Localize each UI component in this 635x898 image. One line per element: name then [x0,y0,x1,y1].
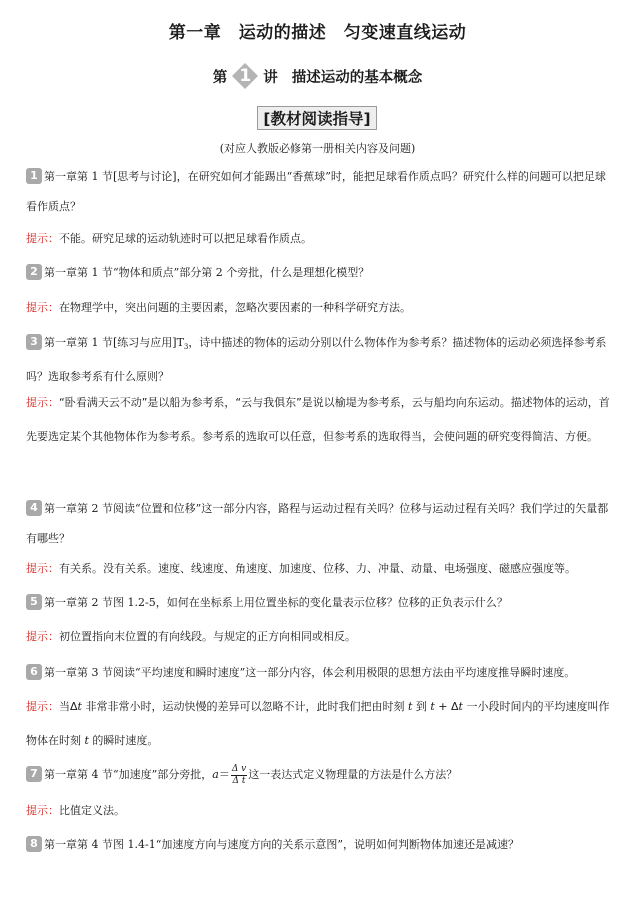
hint-text-a: 当Δ [59,700,78,713]
hint-text: 在物理学中，突出问题的主要因素，忽略次要因素的一种科学研究方法。 [59,301,411,314]
fraction [231,764,247,787]
hint-6 [26,690,610,758]
equals-sign: ＝ [218,768,230,781]
question-3 [26,328,610,392]
hint-text-d: + Δ [434,700,459,713]
question-text: 第一章第 1 节“物体和质点”部分第 2 个旁批，什么是理想化模型？ [44,266,370,279]
hint-label: 提示： [26,301,59,314]
subscript: 3 [183,343,189,352]
hint-5 [26,620,610,654]
lesson-number-badge [231,62,259,90]
question-6 [26,658,610,688]
question-number-badge: 2 [26,264,42,280]
question-text: 第一章第 3 节阅读“平均速度和瞬时速度”这一部分内容，体会利用极限的思想方法由平均速度推导瞬时速度。 [44,666,576,679]
hint-text: 比值定义法。 [59,804,125,817]
hint-text: 不能。研究足球的运动轨迹时可以把足球看作质点。 [59,232,312,245]
lesson-name: 描述运动的基本概念 [291,69,423,86]
lesson-title [0,60,635,92]
lesson-suffix: 讲 [263,69,278,86]
hint-label: 提示： [26,630,59,643]
var-t: t [458,700,463,713]
lesson-prefix: 第 [212,69,228,86]
question-number-badge: 7 [26,766,42,782]
var-t: t [84,734,89,747]
question-number-badge: 5 [26,594,42,610]
question-text: 第一章第 4 节“加速度”部分旁批， [44,768,213,781]
question-7 [26,760,610,790]
question-number-badge: 6 [26,664,42,680]
fraction-denominator: Δ t [232,775,246,786]
question-text: 第一章第 1 节[思考与讨论]，在研究如何才能踢出“香蕉球”时，能把足球看作质点吗？研究什么样的问题可以把足球看作质点？ [26,170,606,213]
hint-text-b: 非常非常小时，运动快慢的差异可以忽略不计，此时我们把由时刻 [81,700,408,713]
question-8 [26,830,610,860]
question-text: 第一章第 1 节[练习与应用]T [44,336,184,349]
hint-1 [26,222,610,256]
hint-label: 提示： [26,232,59,245]
question-number-badge: 1 [26,168,42,184]
hint-label: 提示： [26,804,59,817]
hint-2 [26,291,610,325]
question-text: 第一章第 4 节图 1.4-1“加速度方向与速度方向的关系示意图”，说明如何判断物体加速还是减速？ [44,838,519,851]
question-text: 第一章第 2 节阅读“位置和位移”这一部分内容，路程与运动过程有关吗？位移与运动过程有关吗？我们学过的矢量都有哪些？ [26,502,609,545]
hint-4 [26,552,610,586]
hint-text-f: 的瞬时速度。 [88,734,159,747]
fraction-numerator: Δ v [231,763,247,774]
lesson-number: 1 [239,66,252,86]
var-a: a [212,768,219,781]
hint-text-c: 到 [412,700,431,713]
question-text: 第一章第 2 节图 1.2-5，如何在坐标系上用位置坐标的变化量表示位移？位移的正负表示什么？ [44,596,508,609]
hint-label: 提示： [26,562,59,575]
hint-text: 初位置指向末位置的有向线段。与规定的正方向相同或相反。 [59,630,356,643]
question-number-badge: 3 [26,334,42,350]
question-4 [26,494,610,554]
question-1 [26,162,610,222]
hint-label: 提示： [26,700,59,713]
var-t: t [407,700,413,713]
section-title: [教材阅读指导] [257,106,377,130]
question-text-cont: 这一表达式定义物理量的方法是什么方法？ [248,768,458,781]
hint-label: 提示： [26,396,59,409]
hint-text: 有关系。没有关系。速度、线速度、角速度、加速度、位移、力、冲量、动量、电场强度、磁感应强度等。 [59,562,576,575]
var-t: t [430,700,435,713]
question-5 [26,588,610,618]
var-t: t [77,700,82,713]
question-text-cont: ，诗中描述的物体的运动分别以什么物体作为参考系？描述物体的运动必须选择参考系吗？选取参考系有什么原则？ [26,336,607,384]
question-number-badge: 8 [26,836,42,852]
question-2 [26,258,610,288]
chapter-title: 第一章 运动的描述 匀变速直线运动 [168,23,467,43]
hint-3 [26,386,610,454]
hint-text: “卧看满天云不动”是以船为参考系，“云与我俱东”是说以榆堤为参考系，云与船均向东运动。描述物体的运动，首先要选定某个其他物体作为参考系。参考系的选取可以任意，但参考系的选取得当，会使问题的研究变得简洁、方便。 [26,396,610,443]
question-number-badge: 4 [26,500,42,516]
hint-7 [26,794,610,828]
hint-text-e: 一小段时间内的平均速度叫作物体在时刻 [26,700,610,747]
subtitle: (对应人教版必修第一册相关内容及问题) [219,142,416,155]
